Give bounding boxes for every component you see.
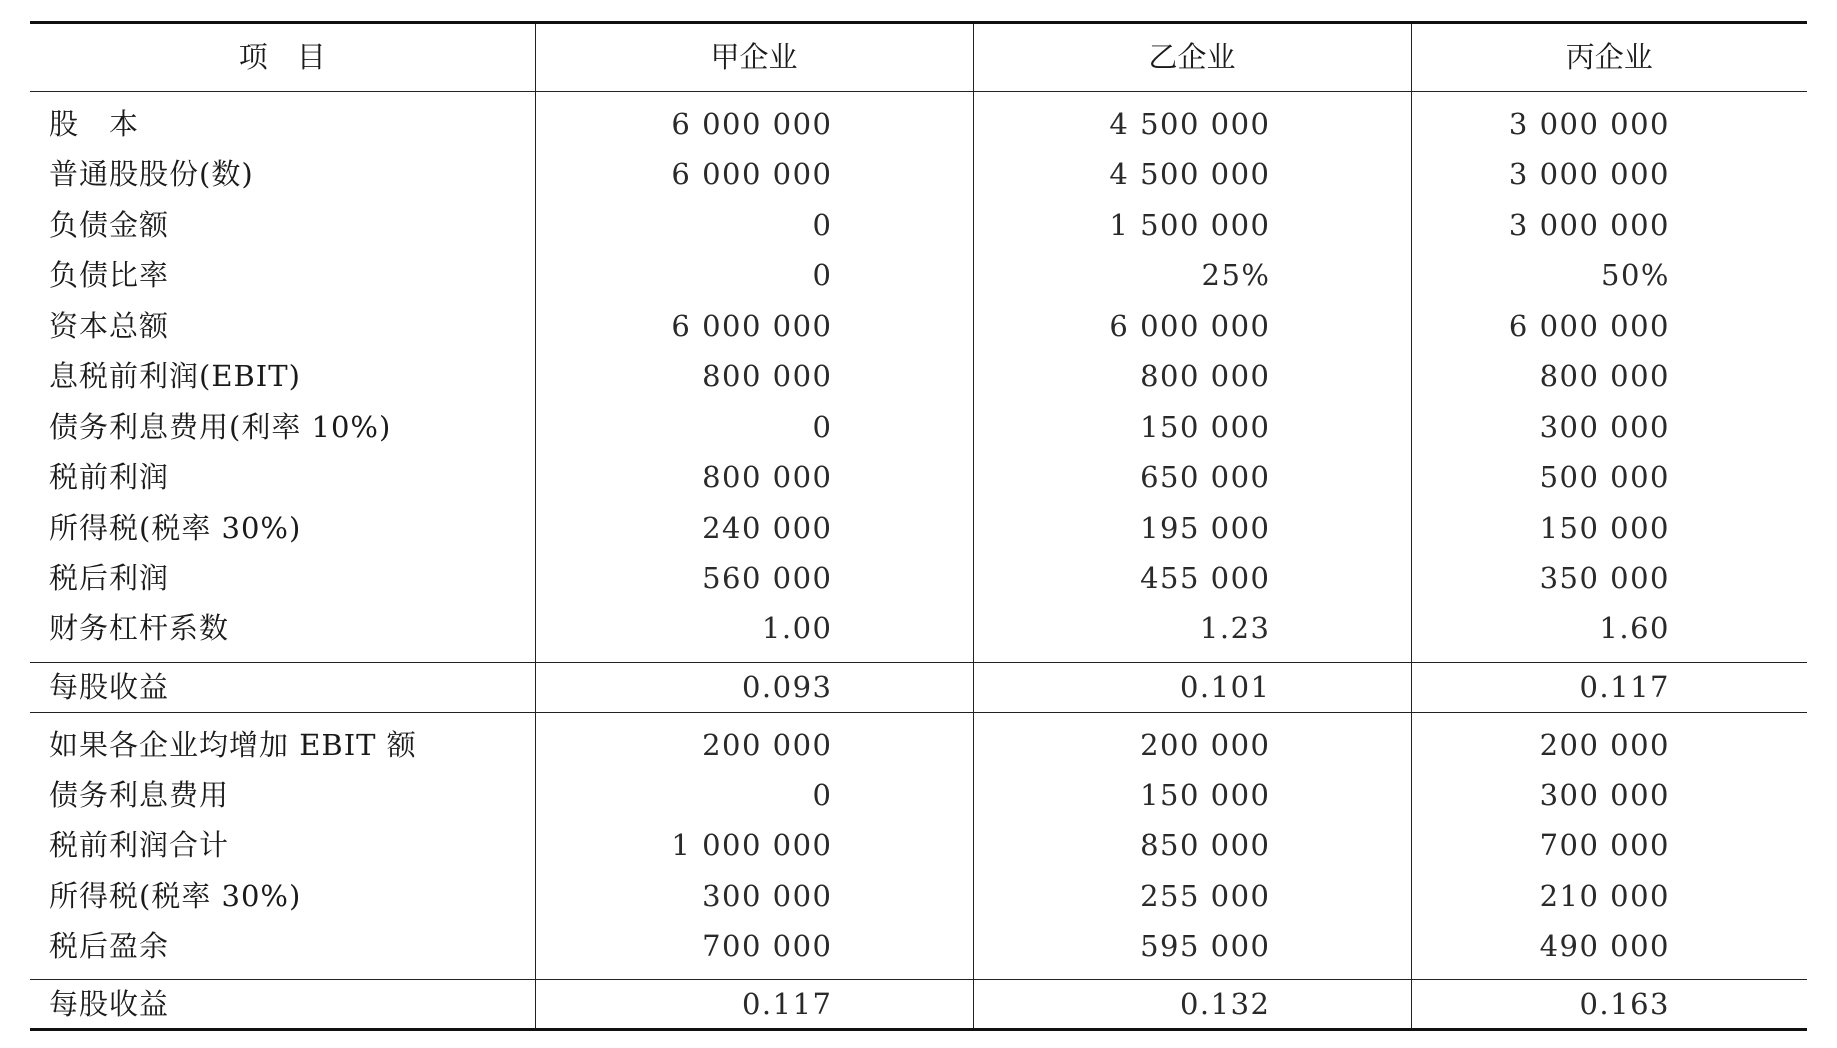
company-c-value: 3 000 000 [1411,92,1807,150]
company-a-value: 700 000 [535,922,973,980]
company-c-value: 6 000 000 [1411,301,1807,352]
company-b-value: 455 000 [973,554,1411,605]
company-a-value: 0 [535,200,973,251]
table-row [30,352,1807,403]
row-label: 负债金额 [49,207,170,242]
company-a-value: 0.117 [535,980,973,1030]
row-label: 所得税(税率 30%) [49,510,302,545]
row-label: 所得税(税率 30%) [49,878,302,913]
company-a-value: 0 [535,251,973,302]
table-row [30,453,1807,504]
company-b-value: 195 000 [973,503,1411,554]
row-label: 股 本 [49,107,140,142]
company-c-value: 150 000 [1411,503,1807,554]
table-body [30,92,1807,1030]
header-item: 项 目 [30,23,535,92]
company-b-value: 1 500 000 [973,200,1411,251]
company-a-value: 300 000 [535,871,973,922]
company-b-value: 0.132 [973,980,1411,1030]
company-a-value: 800 000 [535,453,973,504]
row-label: 税后利润 [49,561,170,596]
company-c-value: 0.117 [1411,662,1807,712]
table-row [30,871,1807,922]
table-row [30,402,1807,453]
eps-row [30,980,1807,1030]
row-label: 负债比率 [49,258,170,293]
row-label: 如果各企业均增加 EBIT 额 [49,727,417,762]
company-a-value: 6 000 000 [535,301,973,352]
company-c-value: 490 000 [1411,922,1807,980]
company-c-value: 200 000 [1411,712,1807,770]
company-c-value: 210 000 [1411,871,1807,922]
company-b-value: 255 000 [973,871,1411,922]
header-company-c: 丙企业 [1411,23,1807,92]
company-c-value: 0.163 [1411,980,1807,1030]
table-row [30,150,1807,201]
company-b-value: 1.23 [973,604,1411,662]
company-b-value: 150 000 [973,770,1411,821]
table-row [30,604,1807,662]
company-c-value: 350 000 [1411,554,1807,605]
table-row [30,503,1807,554]
eps-row [30,662,1807,712]
row-label: 税前利润合计 [49,828,230,863]
row-label: 每股收益 [30,980,535,1030]
row-label: 债务利息费用 [49,777,230,812]
company-b-value: 25% [973,251,1411,302]
company-a-value: 0 [535,770,973,821]
company-c-value: 300 000 [1411,770,1807,821]
company-a-value: 6 000 000 [535,150,973,201]
company-a-value: 1 000 000 [535,821,973,872]
company-a-value: 0.093 [535,662,973,712]
table-row [30,770,1807,821]
company-c-value: 500 000 [1411,453,1807,504]
row-label: 财务杠杆系数 [49,611,230,646]
table-row [30,92,1807,150]
company-b-value: 4 500 000 [973,150,1411,201]
company-a-value: 6 000 000 [535,92,973,150]
company-c-value: 300 000 [1411,402,1807,453]
company-a-value: 0 [535,402,973,453]
company-c-value: 800 000 [1411,352,1807,403]
company-a-value: 1.00 [535,604,973,662]
company-a-value: 560 000 [535,554,973,605]
company-b-value: 150 000 [973,402,1411,453]
company-b-value: 4 500 000 [973,92,1411,150]
company-b-value: 650 000 [973,453,1411,504]
company-c-value: 700 000 [1411,821,1807,872]
row-label: 税后盈余 [49,928,170,963]
company-b-value: 800 000 [973,352,1411,403]
table-row [30,712,1807,770]
header-company-a: 甲企业 [535,23,973,92]
table-row [30,821,1807,872]
row-label: 债务利息费用(利率 10%) [49,409,392,444]
header-company-b: 乙企业 [973,23,1411,92]
company-b-value: 200 000 [973,712,1411,770]
header-row [30,23,1807,92]
table-row [30,922,1807,980]
company-c-value: 3 000 000 [1411,150,1807,201]
company-a-value: 800 000 [535,352,973,403]
table-row [30,200,1807,251]
company-c-value: 50% [1411,251,1807,302]
row-label: 每股收益 [30,662,535,712]
row-label: 税前利润 [49,460,170,495]
table-header [30,23,1807,92]
financial-leverage-table [30,21,1807,1031]
company-a-value: 240 000 [535,503,973,554]
company-b-value: 6 000 000 [973,301,1411,352]
table-row [30,301,1807,352]
company-b-value: 850 000 [973,821,1411,872]
company-c-value: 1.60 [1411,604,1807,662]
table-row [30,251,1807,302]
company-a-value: 200 000 [535,712,973,770]
table-row [30,554,1807,605]
company-b-value: 595 000 [973,922,1411,980]
company-b-value: 0.101 [973,662,1411,712]
company-c-value: 3 000 000 [1411,200,1807,251]
row-label: 资本总额 [49,308,170,343]
row-label: 息税前利润(EBIT) [49,359,301,394]
row-label: 普通股股份(数) [49,157,254,192]
